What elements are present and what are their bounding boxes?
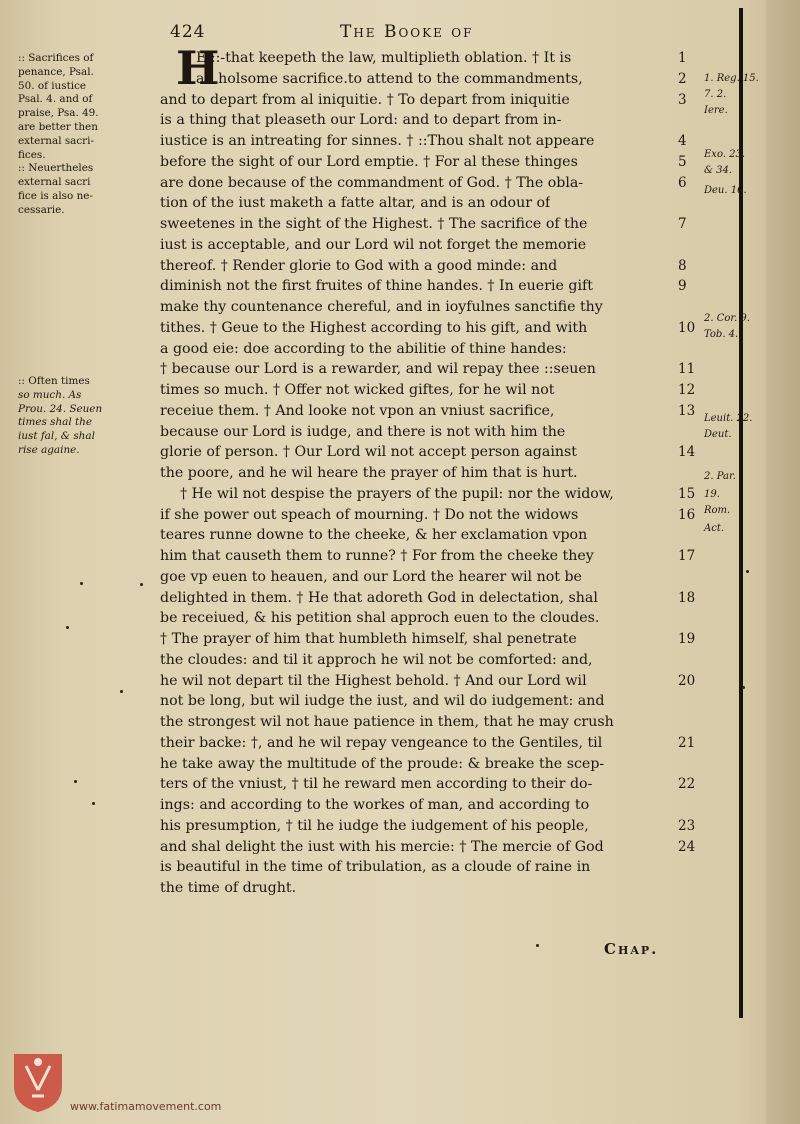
margin-note-line: :: Sacrifices of [18,52,94,64]
text-line [158,505,736,526]
running-title: The Booke of [340,22,474,42]
text-line [158,525,736,546]
line-text: an holsome sacrifice.to attend to the commandments, [196,70,583,87]
text-line [158,837,736,858]
cross-reference: Act. [704,523,725,534]
verse-number: 20 [678,672,696,689]
text-line [158,546,736,567]
text-line [158,256,736,277]
line-text: and to depart from al iniquitie. † To depart from iniquitie [160,91,570,108]
line-text: his presumption, † til he iudge the iudgement of his people, [160,817,589,834]
verse-number: 9 [678,278,687,295]
text-line [158,754,736,775]
text-line [158,795,736,816]
verse-number: 12 [678,382,696,398]
line-text: teares runne downe to the cheeke, & her exclamation vpon [160,527,588,544]
margin-note-line: fices. [18,148,46,161]
left-margin-notes-top [18,52,158,218]
verse-number: 21 [678,734,696,751]
text-line [158,90,736,111]
page-header [170,22,600,48]
text-line [158,297,736,318]
line-text: and shal delight the iust with his mercie: † The mercie of God [160,838,604,855]
line-text: sweetenes in the sight of the Highest. † The sacrifice of the [160,216,588,232]
verse-number: 7 [678,216,687,232]
text-line [158,712,736,733]
cross-reference: Exo. 23. [704,149,746,160]
text-line [158,173,736,194]
text-line [158,733,736,754]
line-text: delighted in them. † He that adoreth God in delectation, shal [160,589,598,606]
margin-note-line: rise againe. [18,443,80,456]
text-line [158,152,736,173]
line-text: are done because of the commandment of God. † The obla- [160,174,584,191]
verse-number: 17 [678,548,696,564]
ink-speck [746,570,749,573]
text-line [158,318,736,339]
text-line [158,276,736,297]
text-line [158,463,736,484]
line-text: diminish not the first fruites of thine handes. † In euerie gift [160,278,593,295]
page-number: 424 [170,22,206,42]
verse-number: 8 [678,257,687,274]
line-text: goe vp euen to heauen, and our Lord the hearer wil not be [160,568,582,585]
line-text: before the sight of our Lord emptie. † For al these thinges [160,153,578,170]
text-line [158,48,736,69]
line-text: make thy countenance chereful, and in ioyfulnes sanctifie thy [160,299,603,315]
margin-note-line: external sacri- [18,134,94,147]
cross-reference: Leuit. 22. [704,413,753,424]
cross-reference: Deut. [704,429,732,440]
verse-number: 2 [678,70,687,87]
text-line [158,671,736,692]
margin-note-line: external sacri [18,176,91,189]
page-edge-shadow [766,0,800,1124]
cross-reference: Tob. 4. [704,329,739,340]
cross-reference: Deu. 16. [704,185,747,196]
verse-number: 14 [678,444,696,461]
verse-number: 16 [678,506,696,523]
line-text: E ::-that keepeth the law, multiplieth oblation. † It is [196,50,572,66]
text-line [158,857,736,878]
line-text: iust is acceptable, and our Lord wil not forget the memorie [160,236,587,253]
line-text: † because our Lord is a rewarder, and wil repay thee ::seuen [160,361,596,378]
text-line [158,588,736,609]
verse-number: 19 [678,631,696,647]
margin-note-line: :: Often times [18,375,90,387]
text-line [158,567,736,588]
margin-note-line: 50. of iustice [18,79,87,92]
cross-reference: 19. [704,489,720,500]
line-text: the poore, and he wil heare the prayer of him that is hurt. [160,465,578,481]
drop-cap-letter: H [176,41,220,95]
margin-note-line: penance, Psal. [18,65,94,78]
verse-number: 3 [678,91,687,108]
papal-seal-icon [12,1052,64,1114]
ink-speck [92,802,95,805]
ink-speck [742,686,745,689]
text-line [158,359,736,380]
line-text: a good eie: doe according to the abilitie of thine handes: [160,340,567,357]
text-line [158,131,736,152]
text-line [158,484,736,505]
ink-speck [80,582,83,585]
text-line [158,816,736,837]
line-text: he wil not depart til the Highest behold. † And our Lord wil [160,672,587,689]
cross-reference: Iere. [704,105,728,116]
ink-speck [66,626,69,629]
line-text: receiue them. † And looke not vpon an vniust sacrifice, [160,402,555,419]
line-text: be receiued, & his petition shal approch euen to the cloudes. [160,610,600,627]
line-text: tion of the iust maketh a fatte altar, and is an odour of [160,195,551,212]
verse-number: 22 [678,776,696,793]
ink-speck [536,944,539,947]
text-line [158,774,736,795]
watermark-website: www.fatimamovement.com [70,1100,222,1113]
verse-number: 4 [678,133,687,149]
text-line [158,69,736,90]
line-text: ings: and according to the workes of man, and according to [160,797,590,813]
margin-note-line: :: Neuertheles [18,162,94,175]
cross-reference: 2. Par. [704,471,736,482]
line-text: the strongest wil not haue patience in them, that he may crush [160,714,614,730]
text-line [158,691,736,712]
line-text: their backe: †, and he wil repay vengeance to the Gentiles, til [160,734,603,751]
text-line [158,422,736,443]
cross-reference: 2. Cor. 9. [704,313,750,324]
line-text: times so much. † Offer not wicked giftes, for he wil not [160,382,555,398]
ink-speck [74,780,77,783]
line-text: † The prayer of him that humbleth himself, shal penetrate [160,631,577,647]
line-text: is a thing that pleaseth our Lord: and to depart from in- [160,112,562,129]
verse-number: 15 [678,485,696,502]
line-text: not be long, but wil iudge the iust, and wil do iudgement: and [160,693,605,710]
line-text: the cloudes: and til it approch he wil not be comforted: and, [160,651,593,668]
text-line [158,214,736,235]
text-line [158,650,736,671]
margin-note-line: are better then [18,120,98,133]
ink-speck [120,690,123,693]
verse-number: 13 [678,402,696,419]
margin-note-line: Psal. 4. and of [18,93,93,106]
text-line [158,380,736,401]
line-text: iustice is an intreating for sinnes. † ::Thou shalt not appeare [160,133,595,149]
margin-note-line: Prou. 24. Seuen [18,402,103,415]
line-text: thereof. † Render glorie to God with a good minde: and [160,257,558,274]
margin-note-line: so much. As [18,388,82,401]
catchword: Chap. [604,940,659,958]
line-text: because our Lord is iudge, and there is not with him the [160,423,566,440]
verse-number: 23 [678,817,696,834]
margin-note-line: iust fal, & shal [18,430,95,443]
line-text: tithes. † Geue to the Highest according to his gift, and with [160,319,588,336]
margin-note-line: praise, Psa. 49. [18,107,99,120]
line-text: is beautiful in the time of tribulation, as a cloude of raine in [160,859,591,876]
line-text: he take away the multitude of the proude: & breake the scep- [160,755,605,772]
text-line [158,629,736,650]
text-line [158,878,736,899]
cross-reference: 7. 2. [704,89,727,100]
verse-number: 10 [678,319,696,336]
scripture-text-block [158,41,739,899]
line-text: him that causeth them to runne? † For from the cheeke they [160,548,594,564]
text-line [158,401,736,422]
text-line [158,193,736,214]
line-text: † He wil not despise the prayers of the pupil: nor the widow, [180,485,614,502]
margin-note-line: fice is also ne- [18,189,93,202]
verse-number: 11 [678,361,696,378]
text-line [158,110,736,131]
line-text: ters of the vniust, † til he reward men according to their do- [160,776,593,793]
cross-reference: & 34. [704,165,732,176]
verse-number: 6 [678,174,687,191]
ink-speck [140,583,143,586]
margin-note-line: cessarie. [18,203,65,216]
margin-note-line: times shal the [18,416,92,429]
verse-number: 24 [678,838,696,855]
verse-number: 18 [678,589,696,606]
left-margin-notes-bottom [18,375,158,458]
text-line [158,339,736,360]
text-line [158,235,736,256]
verse-number: 5 [678,153,687,170]
cross-reference: 1. Reg. 15. [704,73,759,84]
text-line [158,442,736,463]
verse-number: 1 [678,50,687,66]
line-text: the time of drught. [160,880,297,896]
text-line [158,608,736,629]
line-text: glorie of person. † Our Lord wil not accept person against [160,444,577,461]
line-text: if she power out speach of mourning. † Do not the widows [160,506,579,523]
cross-reference: Rom. [704,505,731,516]
